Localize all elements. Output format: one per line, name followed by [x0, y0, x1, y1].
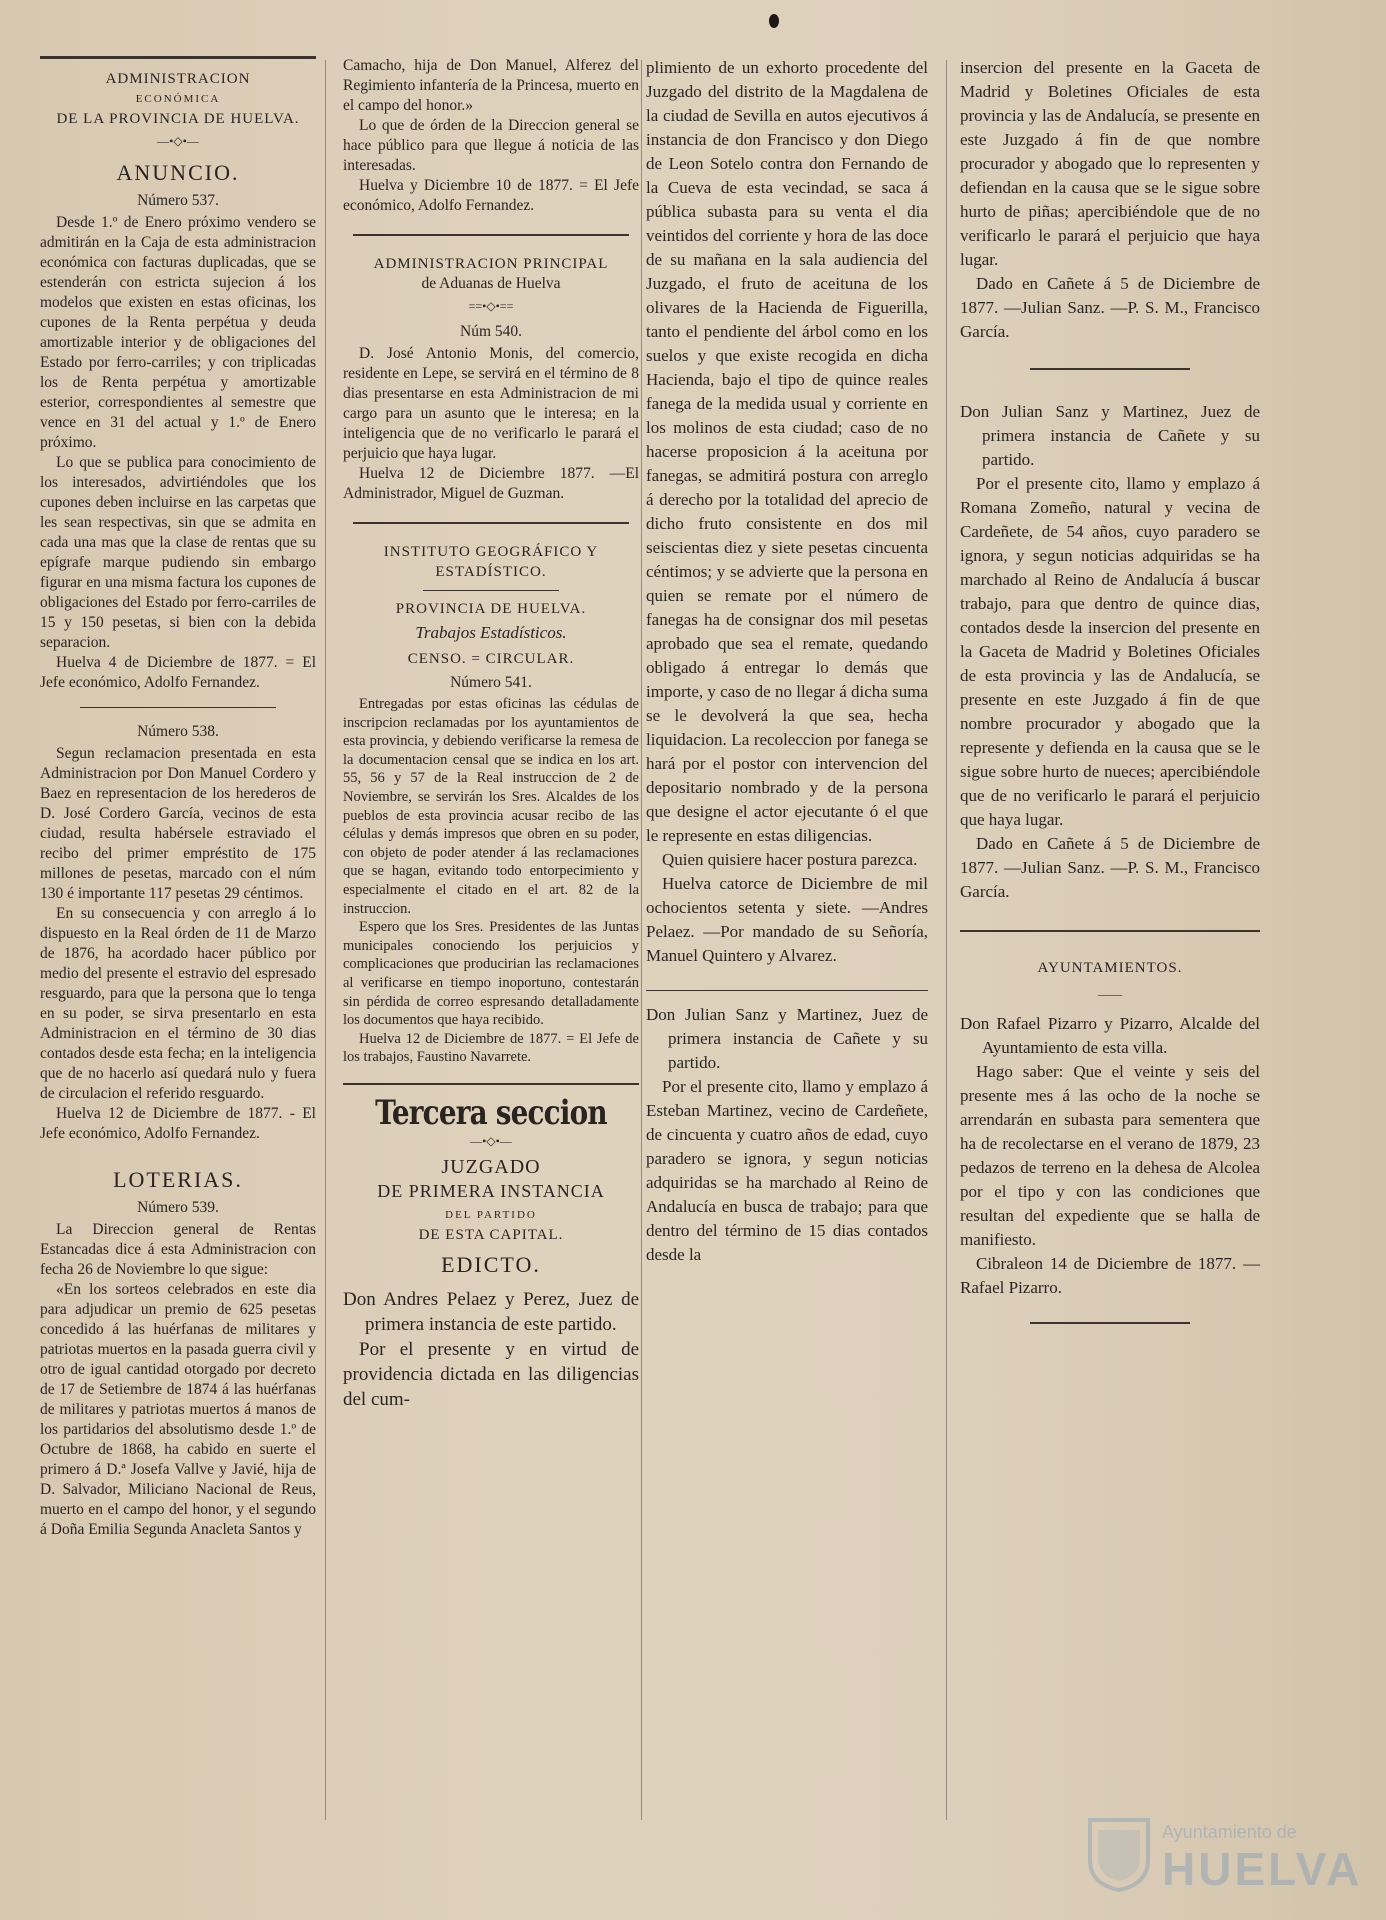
instituto-title: INSTITUTO GEOGRÁFICO Y ESTADÍSTICO. — [383, 544, 599, 580]
ornament: ==•◇•== — [468, 299, 514, 313]
notice-signature: Huelva 4 de Diciembre de 1877. = El Jefe económico, Adolfo Fernandez. — [40, 654, 316, 691]
notice-number: Número 538. — [137, 723, 219, 740]
section-divider — [423, 590, 559, 591]
section-divider — [343, 1083, 639, 1085]
alcalde-preamble: Don Rafael Pizarro y Pizarro, Alcalde del Ayuntamiento de esta villa. — [960, 1014, 1260, 1057]
section-divider — [646, 990, 928, 991]
alcalde-paragraph: Hago saber: Que el veinte y seis del presente mes á las ocho de la noche se arrendarán en subasta para sementera que ha de recolectarse en el verano de 1879, 23 pedazos de terreno en la dehesa de Alcolea por el tipo y con las condiciones que resultan del expediente que se halla de manifiesto. — [960, 1062, 1260, 1249]
notice-signature: Huelva 12 de Diciembre de 1877. - El Jefe económico, Adolfo Fernandez. — [40, 1105, 316, 1142]
section-divider — [1030, 368, 1190, 370]
notice-paragraph: Segun reclamacion presentada en esta Administracion por Don Manuel Cordero y Baez en representacion de los herederos de D. José Cordero García, vecinos de esta ciudad, resulta habérsele estraviado el recibo del primer empréstito de 175 millones de pesetas, marcado con el núm 130 é importante 117 pesetas 29 céntimos. — [40, 745, 316, 902]
page-punch-hole — [769, 14, 779, 28]
edicto-preamble: Don Andres Pelaez y Perez, Juez de primera instancia de este partido. — [343, 1288, 639, 1335]
ornament: —•◇•— — [157, 134, 199, 148]
section-divider — [353, 522, 629, 524]
aduanas-subtitle: de Aduanas de Huelva — [421, 275, 561, 292]
top-rule — [40, 56, 316, 59]
notice-number: Número 537. — [137, 192, 219, 209]
admin-title: ADMINISTRACION — [105, 71, 251, 87]
ornament: —•◇•— — [470, 1133, 512, 1148]
citation-paragraph: Por el presente cito, llamo y emplazo á Romana Zomeño, natural y vecina de Cardeñete, de 54 años, cuyo paradero se ignora, y segun noticias adquiridas se ha marchado al Reino de Andalucía á buscar trabajo, para que dentro de quince dias, contados desde la insercion del presente en la Gaceta de Madrid y Boletines Oficiales de esta provincia y las de Andalucía, se presente en este Juzgado á fin de que nombre procurador y abogado que la represente y defienda en la causa que se le sigue sobre hurto de nueces; apercibiéndole que de no verificarlo le parará el perjuicio que haya lugar. — [960, 474, 1260, 829]
citation-signature: Dado en Cañete á 5 de Diciembre de 1877. —Julian Sanz. —P. S. M., Francisco García. — [960, 834, 1260, 901]
aduanas-title: ADMINISTRACION PRINCIPAL — [373, 256, 609, 272]
column-divider — [325, 60, 326, 1820]
notice-paragraph: D. José Antonio Monis, del comercio, residente en Lepe, se servirá en el término de 8 dias presentarse en esta Administracion de mi cargo para un asunto que le interesa; en la inteligencia que de no verificarlo le parará el perjuicio que haya lugar. — [343, 345, 639, 462]
column-2 — [343, 56, 639, 1412]
juez-preamble: Don Julian Sanz y Martinez, Juez de primera instancia de Cañete y su partido. — [960, 402, 1260, 469]
alcalde-signature: Cibraleon 14 de Diciembre de 1877. —Rafael Pizarro. — [960, 1254, 1260, 1297]
citation-paragraph: insercion del presente en la Gaceta de Madrid y Boletines Oficiales de esta provincia y las de Andalucía, se presente en este Juzgado á fin de que nombre procurador y abogado que lo representen y defiendan en la causa que se le sigue sobre hurto de piñas; apercibiéndole que de no verificarlo le parará el perjuicio que haya lugar. — [960, 58, 1260, 269]
column-divider — [946, 60, 947, 1820]
tercera-seccion-heading: Tercera seccion — [375, 1092, 607, 1133]
esta-capital: DE ESTA CAPITAL. — [418, 1226, 564, 1243]
notice-paragraph: Entregadas por estas oficinas las cédulas de inscripcion reclamadas por los ayuntamientos de esta provincia, y debiendo verificarse la remesa de la documentacion censal que se indica en los art. 55, 56 y 57 de la Real instruccion de 2 de Noviembre, se servirán los Sres. Alcaldes de los pueblos de esta provincia acusar recibo de las células y demás impresos que obren en su poder, con objeto de poder atender á las reclamaciones que se hagan, evitando todo entorpecimiento y especialmente el citado en el art. 82 de la instruccion. — [343, 696, 639, 917]
anuncio-heading: ANUNCIO. — [116, 160, 240, 185]
ayuntamientos-heading: AYUNTAMIENTOS. — [1037, 960, 1183, 976]
column-4 — [960, 56, 1260, 1346]
notice-number: Número 539. — [137, 1199, 219, 1216]
ornament: —— — [1098, 987, 1122, 1001]
notice-number: Núm 540. — [460, 323, 522, 340]
notice-paragraph: Espero que los Sres. Presidentes de las Juntas municipales conociendo los perjuicios y complicaciones que producirian las reclamaciones al verificarse en tiempo inoportuno, contestarán sin pérdida de correo espresando detalladamente los documentos que haya recibido. — [343, 919, 639, 1029]
edicto-paragraph: Por el presente y en virtud de providencia dictada en las diligencias del cum- — [343, 1338, 639, 1410]
coat-of-arms-icon — [1086, 1816, 1152, 1892]
column-3 — [646, 56, 928, 1267]
notice-paragraph: Lo que de órden de la Direccion general se hace público para que llegue á noticia de las interesadas. — [343, 117, 639, 174]
notice-signature: Huelva y Diciembre 10 de 1877. = El Jefe económico, Adolfo Fernandez. — [343, 177, 639, 214]
notice-paragraph: Desde 1.º de Enero próximo vendero se admitirán en la Caja de esta administracion económica con facturas duplicadas, que se estenderán con estricta sujecion á los modelos que existen en estas oficinas, los cupones de la Renta perpétua y deuda amortizable interior y de obligaciones del Estado por ferro-carriles; y con triplicadas los de Renta perpétua y amortizable esterior, correspondientes al semestre que vence en 31 del actual y 1.º de Enero próximo. — [40, 214, 316, 451]
section-divider — [353, 234, 629, 236]
notice-paragraph: Camacho, hija de Don Manuel, Alferez del Regimiento infantería de la Princesa, muerto en el campo del honor.» — [343, 57, 639, 114]
juzgado-heading: JUZGADO — [441, 1155, 541, 1178]
notice-paragraph: La Direccion general de Rentas Estancadas dice á esta Administracion con fecha 26 de Noviembre lo que sigue: — [40, 1221, 316, 1278]
section-divider — [80, 707, 276, 708]
edicto-paragraph: Quien quisiere hacer postura parezca. — [662, 850, 918, 869]
section-divider — [960, 930, 1260, 932]
censo-heading: CENSO. = CIRCULAR. — [407, 651, 575, 667]
notice-signature: Huelva 12 de Diciembre de 1877. = El Jefe de los trabajos, Faustino Navarrete. — [343, 1030, 639, 1066]
section-divider — [1030, 1322, 1190, 1324]
watermark-line1: Ayuntamiento de — [1162, 1822, 1297, 1842]
edicto-heading: EDICTO. — [441, 1251, 541, 1277]
trabajos-heading: Trabajos Estadísticos. — [415, 623, 567, 642]
notice-paragraph: Lo que se publica para conocimiento de los interesados, advirtiéndoles que los cupones deben incluirse en las carpetas que les sean respectivas, sin que se admita en cada una mas que la clase de rentas que su epígrafe marque pudiendo sin embargo figurar en una misma factura los cupones de obligaciones del Estado por ferro-carriles de 15 y 150 pesetas, si bien con la debida separacion. — [40, 454, 316, 651]
edicto-paragraph: plimiento de un exhorto procedente del Juzgado del distrito de la Magdalena de la ciudad de Sevilla en autos ejecutivos á instancia de don Francisco y don Diego de Leon Sotelo contra don Fernando de la Cueva de esta vecindad, se saca á pública subasta para su venta el dia veintidos del corriente y hora de las doce de su mañana en la sala audiencia del Juzgado, el fruto de aceituna de los olivares de la Hacienda de Figuerilla, tanto el pendiente del árbol como en los suelos y que existe recogida en dicha Hacienda, bajo el tipo de quince reales fanega de la medida usual y corriente en los molinos de esta ciudad; caso de no hacerse proposicion á la aceituna por fanegas, se admitirá postura con arreglo á derecho por la totalidad del aprecio de dicho fruto consistente en dos mil seiscientas diez y siete pesetas cincuenta céntimos; y se advierte que la persona en quien se remate por el número de fanegas ha de consignar dos mil pesetas aprobado que sea el remate, quedando obligado á entregar lo demás que importe, y caso de no llegar á dicha suma se le devolverá la que sea, hecha liquidacion. La recoleccion por fanega se hará por el postor con intervencion del depositario nombrado y de la persona que designe el actor ejecutante ó el que le represente en estas diligencias. — [646, 58, 928, 845]
column-1 — [40, 56, 316, 1540]
notice-paragraph: En su consecuencia y con arreglo á lo dispuesto en la Real órden de 11 de Marzo de 1876, ha acordado hacer público por medio del presente el estravio del espresado resguardo, para que la persona que lo tenga en su poder, se sirva presentarlo en esta Administracion en el término de 30 dias contados desde esta fecha; en la inteligencia que de no hacerlo así quedará nulo y fuera de circulacion el referido resguardo. — [40, 905, 316, 1102]
primera-instancia-heading: DE PRIMERA INSTANCIA — [377, 1180, 605, 1201]
admin-subtitle: ECONÓMICA — [135, 93, 221, 105]
edicto-signature: Huelva catorce de Diciembre de mil ochocientos setenta y siete. —Andres Pelaez. —Por mandado de su Señoría, Manuel Quintero y Alvarez. — [646, 874, 928, 965]
citation-paragraph: Por el presente cito, llamo y emplazo á Esteban Martinez, vecino de Cardeñete, de cincuenta y cuatro años de edad, cuyo paradero se ignora, y segun noticias adquiridas se ha marchado al Reino de Andalucía en busca de trabajo; para que dentro del término de 15 dias contados desde la — [646, 1077, 928, 1264]
watermark-line2: HUELVA — [1162, 1843, 1363, 1895]
loterias-heading: LOTERIAS. — [113, 1167, 243, 1192]
citation-signature: Dado en Cañete á 5 de Diciembre de 1877. —Julian Sanz. —P. S. M., Francisco García. — [960, 274, 1260, 341]
notice-paragraph: «En los sorteos celebrados en este dia para adjudicar un premio de 625 pesetas concedido á las huérfanas de militares y patriotas muertos en la pasada guerra civil y otro de igual cantidad otorgado por decreto de 17 de Setiembre de 1874 á las huérfanas de militares y patriotas muertos á manos de los partidarios del absolutismo desde 1.º de Octubre de 1868, ha cabido en suerte el primero á D.ª Josefa Vallve y Javié, hija de D. Salvador, Miliciano Nacional de Reus, muerto en el campo del honor, y el segundo á Doña Emilia Segunda Anacleta Santos y — [40, 1281, 316, 1538]
admin-province: DE LA PROVINCIA DE HUELVA. — [56, 111, 300, 127]
archive-watermark — [1086, 1816, 1363, 1896]
notice-signature: Huelva 12 de Diciembre 1877. —El Administrador, Miguel de Guzman. — [343, 465, 639, 502]
del-partido: DEL PARTIDO — [445, 1208, 537, 1221]
juez-preamble: Don Julian Sanz y Martinez, Juez de primera instancia de Cañete y su partido. — [646, 1005, 928, 1072]
instituto-province: PROVINCIA DE HUELVA. — [395, 601, 587, 617]
column-divider — [641, 60, 642, 1820]
notice-number: Número 541. — [450, 674, 532, 691]
